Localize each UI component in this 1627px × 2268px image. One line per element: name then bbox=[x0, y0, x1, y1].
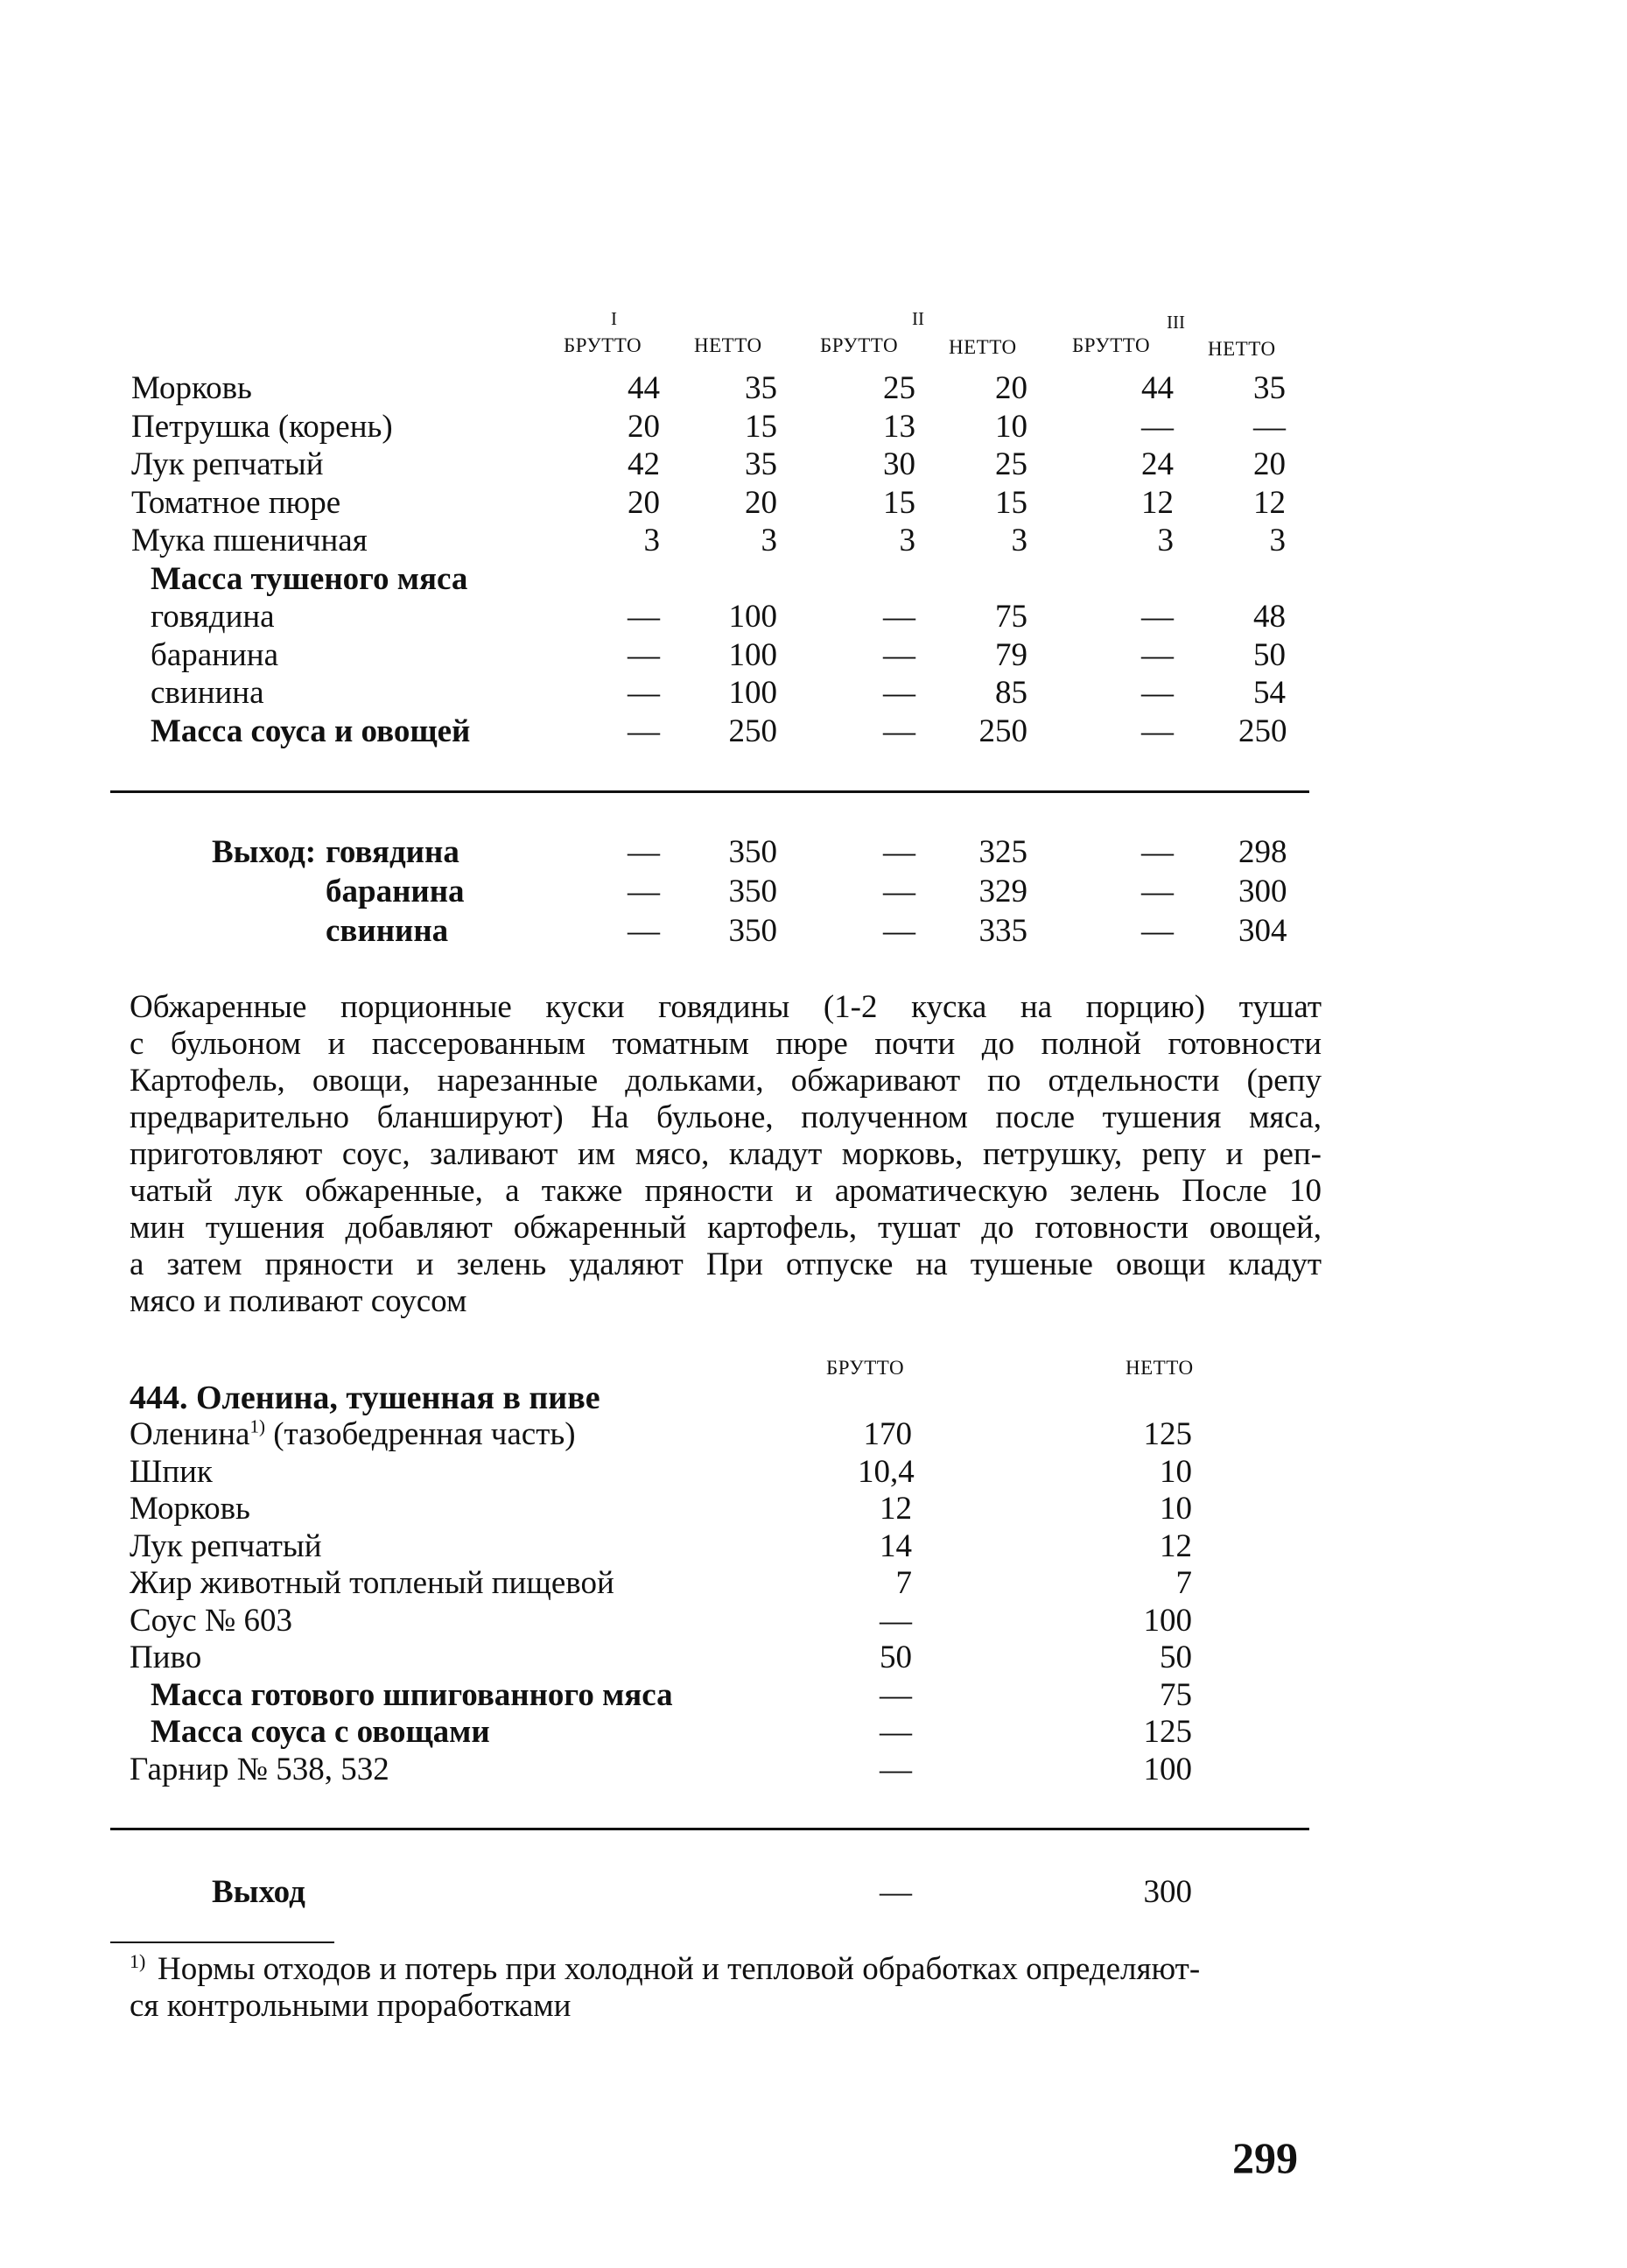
row-label: говядина bbox=[151, 599, 275, 635]
cell-value: 35 bbox=[745, 370, 777, 406]
row-label-text: Шпик bbox=[130, 1453, 213, 1490]
page-number: 299 bbox=[1232, 2133, 1298, 2182]
cell-value: 250 bbox=[728, 713, 777, 749]
cell-value: — bbox=[883, 713, 915, 749]
row-label bbox=[130, 1453, 213, 1491]
cell-value: 44 bbox=[628, 370, 660, 406]
cell-value: — bbox=[628, 636, 660, 673]
cell-value: 79 bbox=[995, 636, 1027, 673]
cell-value: — bbox=[883, 599, 915, 635]
cell-value: 50 bbox=[1253, 636, 1286, 673]
footnote-rule bbox=[110, 1941, 334, 1943]
netto-value: 100 bbox=[1143, 1751, 1192, 1787]
row-label: Лук репчатый bbox=[131, 446, 324, 482]
output-label: Выход bbox=[212, 1874, 305, 1910]
output-label: Выход: bbox=[212, 834, 317, 870]
cell-value: 24 bbox=[1141, 446, 1174, 482]
output-netto: 300 bbox=[1143, 1874, 1192, 1910]
row-label-text: Масса соуса с овощами bbox=[151, 1714, 490, 1750]
netto-value: 100 bbox=[1143, 1602, 1192, 1639]
cell-value: 350 bbox=[728, 874, 777, 909]
row-label: баранина bbox=[151, 636, 278, 673]
cell-value: 3 bbox=[1157, 523, 1174, 558]
row-label bbox=[151, 1713, 490, 1751]
row-label-text: Оленина bbox=[130, 1416, 250, 1452]
row-label-text: Пиво bbox=[130, 1640, 202, 1675]
row-label: Петрушка (корень) bbox=[131, 408, 393, 445]
row-label bbox=[130, 1490, 250, 1527]
cell-value: — bbox=[1141, 834, 1174, 870]
cell-value: 35 bbox=[1253, 370, 1286, 406]
column-group-3: III bbox=[1167, 312, 1185, 333]
cell-value: — bbox=[628, 713, 660, 749]
cell-value: — bbox=[883, 675, 915, 711]
paragraph-line: а затем пряности и зелень удаляют При отпуске на тушеные овощи кладут bbox=[130, 1246, 1322, 1282]
cell-value: — bbox=[628, 874, 660, 909]
cell-value: — bbox=[883, 834, 915, 870]
cell-value: 300 bbox=[1238, 874, 1287, 909]
cell-value: — bbox=[1253, 408, 1286, 445]
cell-value: — bbox=[628, 834, 660, 870]
cell-value: 15 bbox=[995, 484, 1027, 521]
row-label-text: Жир животный топленый пищевой bbox=[130, 1565, 614, 1601]
col-header: НЕТТО bbox=[694, 334, 762, 356]
paragraph-line: мин тушения добавляют обжаренный картофель, тушат до готовности овощей, bbox=[130, 1210, 1322, 1246]
cell-value: — bbox=[1141, 713, 1174, 749]
cell-value: 3 bbox=[643, 523, 660, 558]
cell-value: 42 bbox=[628, 446, 660, 482]
brutto-value: — bbox=[880, 1751, 912, 1787]
col-header: НЕТТО bbox=[949, 336, 1017, 358]
cell-value: — bbox=[883, 636, 915, 673]
col-header: БРУТТО bbox=[564, 334, 642, 356]
cell-value: — bbox=[1141, 408, 1174, 445]
cell-value: 298 bbox=[1238, 834, 1287, 870]
brutto-value: — bbox=[880, 1676, 912, 1713]
cell-value: 44 bbox=[1141, 370, 1174, 406]
col-header: НЕТТО bbox=[1126, 1357, 1194, 1379]
netto-value: 125 bbox=[1143, 1416, 1192, 1452]
paragraph-line: с бульоном и пассерованным томатным пюре почти до полной готовности bbox=[130, 1026, 1322, 1062]
cell-value: — bbox=[1141, 599, 1174, 635]
col-header: НЕТТО bbox=[1208, 338, 1276, 360]
cell-value: — bbox=[883, 913, 915, 949]
row-label-text: Соус № 603 bbox=[130, 1602, 292, 1639]
cell-value: — bbox=[1141, 675, 1174, 711]
cell-value: 10 bbox=[995, 408, 1027, 445]
row-label-rest: (тазобедренная часть) bbox=[264, 1416, 576, 1452]
row-label: Мука пшеничная bbox=[131, 523, 368, 558]
output-row-label: баранина bbox=[326, 874, 465, 909]
paragraph-line: чатый лук обжаренные, а также пряности и ароматическую зелень После 10 bbox=[130, 1173, 1322, 1209]
row-label: Томатное пюре bbox=[131, 484, 341, 521]
paragraph-line: мясо и поливают соусом bbox=[130, 1283, 467, 1319]
table-divider bbox=[110, 790, 1309, 793]
output-row-label: свинина bbox=[326, 913, 449, 949]
brutto-value: 7 bbox=[895, 1565, 912, 1601]
netto-value: 12 bbox=[1160, 1527, 1192, 1564]
paragraph-line: приготовляют соус, заливают им мясо, кладут морковь, петрушку, репу и реп- bbox=[130, 1136, 1322, 1172]
paragraph-line: Картофель, овощи, нарезанные дольками, обжаривают по отдельности (репу bbox=[130, 1063, 1322, 1099]
cell-value: 85 bbox=[995, 675, 1027, 711]
brutto-value: — bbox=[880, 1602, 912, 1639]
cell-value: 54 bbox=[1253, 675, 1286, 711]
cell-value: 20 bbox=[628, 408, 660, 445]
cell-value: 20 bbox=[628, 484, 660, 521]
row-label bbox=[130, 1639, 201, 1676]
brutto-value: — bbox=[880, 1714, 912, 1750]
netto-value: 75 bbox=[1160, 1676, 1192, 1713]
netto-value: 50 bbox=[1160, 1640, 1192, 1675]
netto-value: 10 bbox=[1160, 1491, 1192, 1527]
row-label bbox=[130, 1564, 614, 1602]
row-label bbox=[130, 1751, 389, 1788]
cell-value: 13 bbox=[883, 408, 915, 445]
cell-value: 30 bbox=[883, 446, 915, 482]
cell-value: 25 bbox=[883, 370, 915, 406]
cell-value: — bbox=[628, 913, 660, 949]
row-label bbox=[130, 1527, 322, 1565]
footnote-ref: 1) bbox=[249, 1415, 265, 1437]
col-header: БРУТТО bbox=[1072, 334, 1151, 356]
cell-value: 350 bbox=[728, 834, 777, 870]
row-label: Масса тушеного мяса bbox=[151, 560, 468, 597]
row-label: Масса соуса и овощей bbox=[151, 713, 471, 749]
cell-value: 20 bbox=[1253, 446, 1286, 482]
cell-value: — bbox=[883, 874, 915, 909]
cell-value: 335 bbox=[978, 913, 1027, 949]
cell-value: 35 bbox=[745, 446, 777, 482]
cell-value: 12 bbox=[1253, 484, 1286, 521]
footnote-line: Нормы отходов и потерь при холодной и тепловой обработках определяют- bbox=[158, 1951, 1201, 1987]
paragraph-line: предварительно бланшируют) На бульоне, полученном после тушения мяса, bbox=[130, 1099, 1322, 1135]
cell-value: 3 bbox=[1269, 523, 1286, 558]
row-label-text: Лук репчатый bbox=[130, 1527, 322, 1564]
footnote-line: ся контрольными проработками bbox=[130, 1988, 572, 2024]
cell-value: — bbox=[1141, 636, 1174, 673]
brutto-value: 50 bbox=[880, 1640, 912, 1675]
netto-value: 125 bbox=[1143, 1714, 1192, 1750]
row-label: свинина bbox=[151, 675, 264, 711]
row-label: Морковь bbox=[131, 370, 252, 406]
cell-value: 3 bbox=[761, 523, 777, 558]
cell-value: — bbox=[1141, 874, 1174, 909]
cell-value: 100 bbox=[728, 675, 777, 711]
cell-value: 25 bbox=[995, 446, 1027, 482]
cell-value: 3 bbox=[1011, 523, 1027, 558]
cell-value: 304 bbox=[1238, 913, 1287, 949]
cell-value: 48 bbox=[1253, 599, 1286, 635]
cell-value: 20 bbox=[745, 484, 777, 521]
cell-value: 15 bbox=[745, 408, 777, 445]
cell-value: 350 bbox=[728, 913, 777, 949]
cell-value: — bbox=[1141, 913, 1174, 949]
table-divider bbox=[110, 1828, 1309, 1830]
cell-value: 100 bbox=[728, 636, 777, 673]
row-label bbox=[151, 1676, 673, 1714]
cell-value: 75 bbox=[995, 599, 1027, 635]
netto-value: 10 bbox=[1160, 1453, 1192, 1490]
col-header: БРУТТО bbox=[820, 334, 899, 356]
brutto-value: 14 bbox=[880, 1527, 912, 1564]
row-label-text: Масса готового шпигованного мяса bbox=[151, 1676, 673, 1713]
cell-value: 329 bbox=[978, 874, 1027, 909]
cell-value: 15 bbox=[883, 484, 915, 521]
cell-value: 250 bbox=[978, 713, 1027, 749]
cell-value: 100 bbox=[728, 599, 777, 635]
row-label-text: Морковь bbox=[130, 1491, 250, 1527]
column-group-1: I bbox=[611, 308, 617, 329]
cell-value: — bbox=[628, 675, 660, 711]
cell-value: — bbox=[628, 599, 660, 635]
footnote-mark: 1) bbox=[130, 1950, 146, 1972]
recipe-title: 444. Оленина, тушенная в пиве bbox=[130, 1380, 600, 1416]
row-label-text: Гарнир № 538, 532 bbox=[130, 1751, 389, 1787]
row-label bbox=[130, 1415, 576, 1453]
netto-value: 7 bbox=[1175, 1565, 1192, 1601]
output-brutto: — bbox=[880, 1874, 912, 1910]
cell-value: 12 bbox=[1141, 484, 1174, 521]
brutto-value: 12 bbox=[880, 1491, 912, 1527]
paragraph-line: Обжаренные порционные куски говядины (1-2 куска на порцию) тушат bbox=[130, 989, 1322, 1025]
brutto-value: 10,4 bbox=[858, 1453, 915, 1490]
cell-value: 3 bbox=[899, 523, 915, 558]
brutto-value: 170 bbox=[863, 1416, 912, 1452]
cell-value: 20 bbox=[995, 370, 1027, 406]
output-row-label: говядина bbox=[326, 834, 459, 870]
cell-value: 250 bbox=[1238, 713, 1287, 749]
row-label bbox=[130, 1602, 292, 1640]
column-group-2: II bbox=[912, 308, 924, 329]
cell-value: 325 bbox=[978, 834, 1027, 870]
col-header: БРУТТО bbox=[826, 1357, 905, 1379]
method-paragraph bbox=[130, 989, 1322, 1320]
